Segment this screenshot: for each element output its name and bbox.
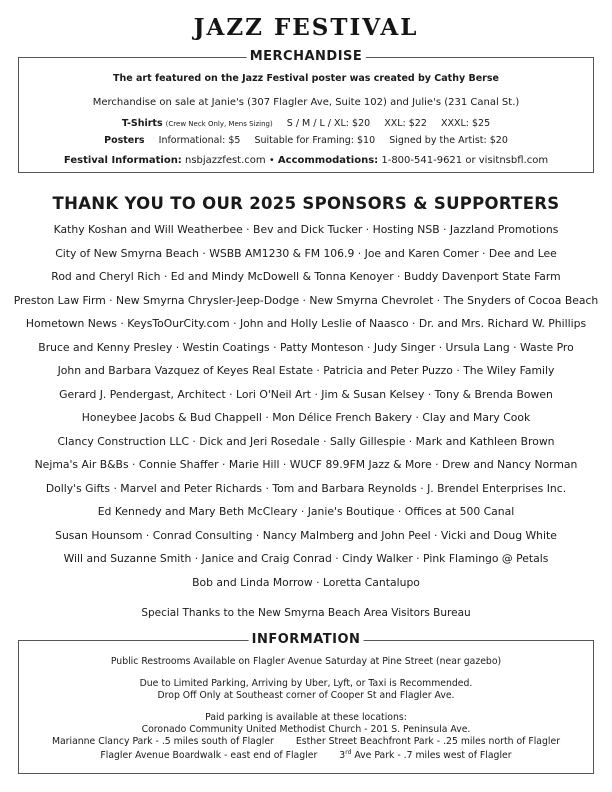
parking-location-boardwalk: Flagler Avenue Boardwalk - east end of Flagler: [100, 750, 318, 762]
accommodations-label: Accommodations:: [277, 155, 379, 166]
sponsor-line: Susan Hounsom · Conrad Consulting · Nancy Malmberg and John Peel · Vicki and Doug White: [55, 528, 557, 542]
sponsor-line: Nejma's Air B&Bs · Connie Shaffer · Marie Hill · WUCF 89.9FM Jazz & More · Drew and Nancy Norman: [34, 458, 578, 471]
posters-price-informational: Informational: $5: [158, 135, 241, 146]
merchandise-section: [18, 49, 594, 173]
tshirts-price-xxl: XXL: $22: [384, 118, 427, 129]
sponsor-line: City of New Smyrna Beach · WSBB AM1230 & FM 106.9 · Joe and Karen Comer · Dee and Lee: [55, 246, 557, 260]
accommodations-contact[interactable]: 1-800-541-9621 or visitnsbfl.com: [381, 155, 549, 166]
parking-locations-row: [19, 736, 593, 747]
parking-location-clancy: Marianne Clancy Park - .5 miles south of Flagler: [51, 736, 274, 747]
sponsor-line: Dolly's Gifts · Marvel and Peter Richards · Tom and Barbara Reynolds · J. Brendel Enterprises Inc.: [45, 481, 567, 495]
sponsor-line: Clancy Construction LLC · Dick and Jeri Rosedale · Sally Gillespie · Mark and Kathleen Brown: [57, 434, 555, 448]
sponsors-heading: THANK YOU TO OUR 2025 SPONSORS & SUPPORTERS: [52, 194, 560, 213]
merchandise-label: MERCHANDISE: [247, 49, 366, 65]
restrooms-note: Public Restrooms Available on Flagler Avenue Saturday at Pine Street (near gazebo): [110, 656, 502, 667]
parking-location-church: Coronado Community United Methodist Church - 201 S. Peninsula Ave.: [141, 724, 471, 735]
tshirts-note: (Crew Neck Only, Mens Sizing): [165, 120, 273, 128]
third-ave-suffix: rd: [345, 749, 352, 756]
posters-price-signed: Signed by the Artist: $20: [389, 135, 508, 146]
sponsor-line: Ed Kennedy and Mary Beth McCleary · Janie's Boutique · Offices at 500 Canal: [97, 505, 515, 518]
parking-location-esther: Esther Street Beachfront Park - .25 miles north of Flagler: [295, 736, 561, 747]
sponsors-list: [0, 222, 612, 598]
sponsor-line: Bruce and Kenny Presley · Westin Coatings · Patty Monteson · Judy Singer · Ursula Lang · Waste Pro: [38, 340, 574, 354]
tshirts-price-s-xl: S / M / L / XL: $20: [286, 118, 371, 129]
parking-location-third-ave: [339, 750, 511, 761]
parking-locations-row: [19, 749, 593, 761]
posters-label: Posters: [104, 135, 145, 146]
separator-bullet: •: [268, 155, 275, 166]
sponsor-line: Preston Law Firm · New Smyrna Chrysler-Jeep-Dodge · New Smyrna Chevrolet · The Snyders of Cocoa Beach: [13, 293, 599, 307]
sponsor-line: Will and Suzanne Smith · Janice and Craig Conrad · Cindy Walker · Pink Flamingo @ Petals: [63, 552, 549, 565]
festival-info-label: Festival Information:: [63, 155, 182, 166]
sponsor-line: Honeybee Jacobs & Bud Chappell · Mon Délice French Bakery · Clay and Mary Cook: [81, 411, 531, 424]
festival-contact-line: [19, 155, 593, 166]
third-ave-number: 3: [339, 750, 346, 762]
information-label: INFORMATION: [249, 632, 364, 648]
tshirts-price-xxxl: XXXL: $25: [440, 118, 491, 129]
tshirts-label: T-Shirts: [121, 118, 163, 129]
sponsor-line: Hometown News · KeysToOurCity.com · John and Holly Leslie of Naasco · Dr. and Mrs. Richard W. Phillips: [25, 317, 587, 330]
art-credit: The art featured on the Jazz Festival poster was created by Cathy Berse: [113, 73, 499, 84]
page-title: JAZZ FESTIVAL: [193, 14, 419, 41]
third-ave-text: Ave Park - .7 miles west of Flagler: [351, 750, 512, 762]
sponsor-line: John and Barbara Vazquez of Keyes Real Estate · Patricia and Peter Puzzo · The Wiley Family: [57, 364, 555, 377]
sponsor-line: Gerard J. Pendergast, Architect · Lori O'Neil Art · Jim & Susan Kelsey · Tony & Brenda Bowen: [59, 387, 553, 401]
posters-pricing: [19, 135, 593, 146]
special-thanks: Special Thanks to the New Smyrna Beach Area Visitors Bureau: [141, 607, 471, 619]
tshirts-pricing: [19, 118, 593, 129]
parking-note-2: Drop Off Only at Southeast corner of Cooper St and Flagler Ave.: [157, 690, 455, 701]
information-section: [18, 632, 594, 774]
sponsor-line: Rod and Cheryl Rich · Ed and Mindy McDowell & Tonna Kenoyer · Buddy Davenport State Farm: [51, 270, 561, 283]
paid-parking-intro: Paid parking is available at these locations:: [205, 712, 407, 723]
posters-price-framing: Suitable for Framing: $10: [254, 135, 376, 146]
festival-info-link[interactable]: nsbjazzfest.com: [185, 155, 266, 166]
parking-note-1: Due to Limited Parking, Arriving by Uber, Lyft, or Taxi is Recommended.: [139, 678, 473, 689]
sponsor-line: Bob and Linda Morrow · Loretta Cantalupo: [192, 575, 420, 589]
sponsor-line: Kathy Koshan and Will Weatherbee · Bev and Dick Tucker · Hosting NSB · Jazzland Promotions: [53, 223, 559, 236]
sale-locations: Merchandise on sale at Janie's (307 Flagler Ave, Suite 102) and Julie's (231 Canal St.): [92, 97, 520, 108]
